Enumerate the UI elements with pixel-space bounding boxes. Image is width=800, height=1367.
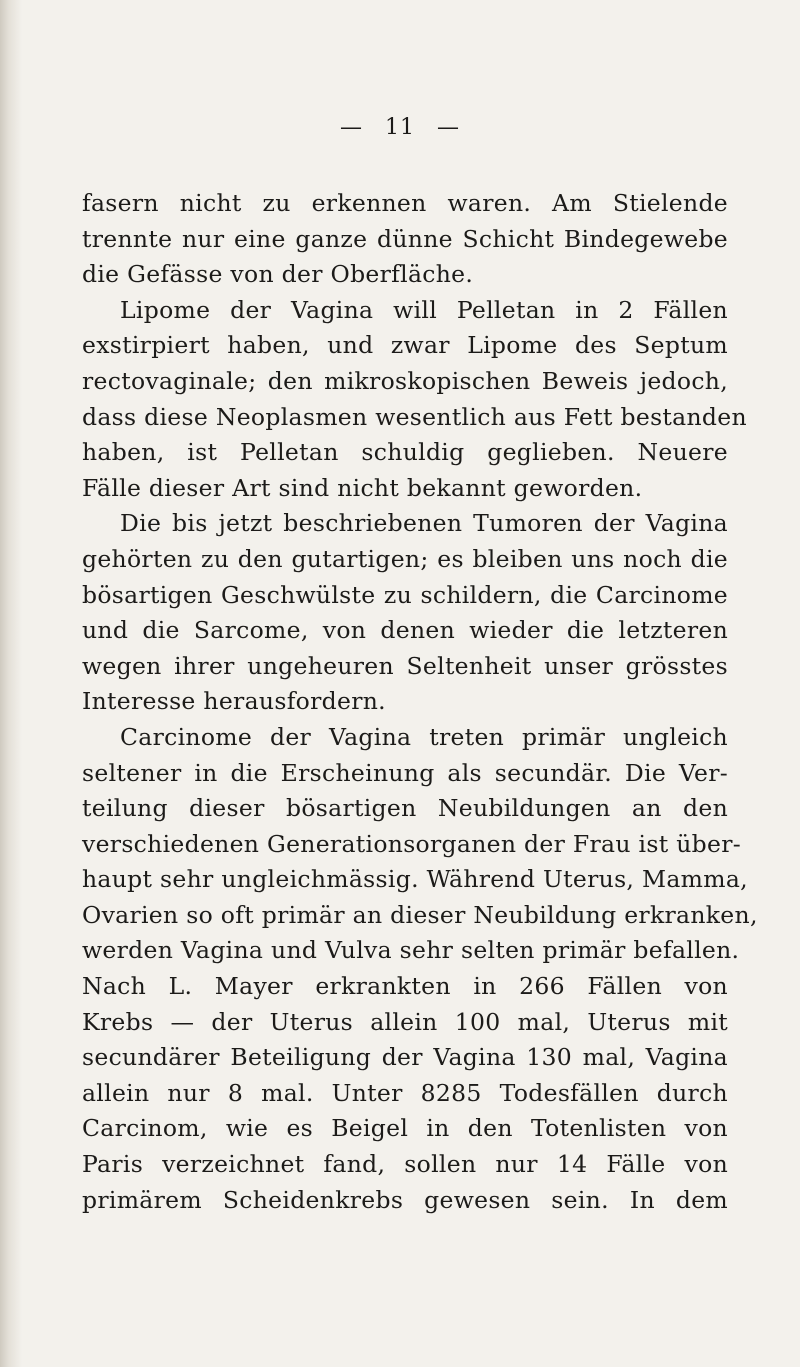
text-line: Paris verzeichnet fand, sollen nur 14 Fälle von (82, 1150, 728, 1179)
text-line: haben, ist Pelletan schuldig geglieben. Neuere (82, 438, 728, 467)
text-line: haupt sehr ungleichmässig. Während Uterus, Mamma, (82, 865, 748, 894)
text-line: wegen ihrer ungeheuren Seltenheit unser grösstes (82, 651, 728, 680)
text-line: allein nur 8 mal. Unter 8285 Todesfällen durch (82, 1078, 728, 1107)
text-line: Ovarien so oft primär an dieser Neubildung erkranken, (82, 900, 758, 929)
text-line: Carcinom, wie es Beigel in den Totenlisten von (82, 1114, 728, 1143)
text-line: primärem Scheidenkrebs gewesen sein. In dem (82, 1185, 728, 1214)
text-line: werden Vagina und Vulva sehr selten primär befallen. (82, 936, 740, 965)
page-number: — 11 — (340, 115, 460, 140)
text-line: Interesse herausfordern. (82, 687, 386, 716)
text-line: die Gefässe von der Oberfläche. (82, 260, 474, 289)
page-edge-shadow (0, 0, 22, 1367)
text-line: verschiedenen Generationsorganen der Frau ist über- (82, 829, 742, 858)
text-line: Nach L. Mayer erkrankten in 266 Fällen von (82, 972, 728, 1001)
text-line: rectovaginale; den mikroskopischen Beweis jedoch, (82, 366, 728, 395)
paragraph-start-line: Die bis jetzt beschriebenen Tumoren der Vagina (120, 509, 728, 538)
text-line: bösartigen Geschwülste zu schildern, die Carcinome (82, 580, 728, 609)
text-line: Krebs — der Uterus allein 100 mal, Uterus mit (82, 1007, 728, 1036)
text-line: gehörten zu den gutartigen; es bleiben uns noch die (82, 544, 728, 573)
text-line: dass diese Neoplasmen wesentlich aus Fett bestanden (82, 402, 747, 431)
body-text (82, 186, 758, 1218)
paragraph-start-line: Carcinome der Vagina treten primär ungleich (120, 722, 728, 751)
paragraph-start-line: Lipome der Vagina will Pelletan in 2 Fällen (120, 295, 728, 324)
text-line: teilung dieser bösartigen Neubildungen an den (82, 794, 728, 823)
text-line: fasern nicht zu erkennen waren. Am Stielende (82, 189, 728, 217)
text-line: Fälle dieser Art sind nicht bekannt geworden. (82, 473, 643, 502)
text-line: und die Sarcome, von denen wieder die letzteren (82, 616, 728, 645)
text-line: exstirpiert haben, und zwar Lipome des Septum (82, 331, 728, 360)
text-line: secundärer Beteiligung der Vagina 130 mal, Vagina (82, 1043, 728, 1072)
text-line: trennte nur eine ganze dünne Schicht Bindegewebe (82, 224, 728, 253)
text-line: seltener in die Erscheinung als secundär. Die Ver- (82, 758, 728, 787)
